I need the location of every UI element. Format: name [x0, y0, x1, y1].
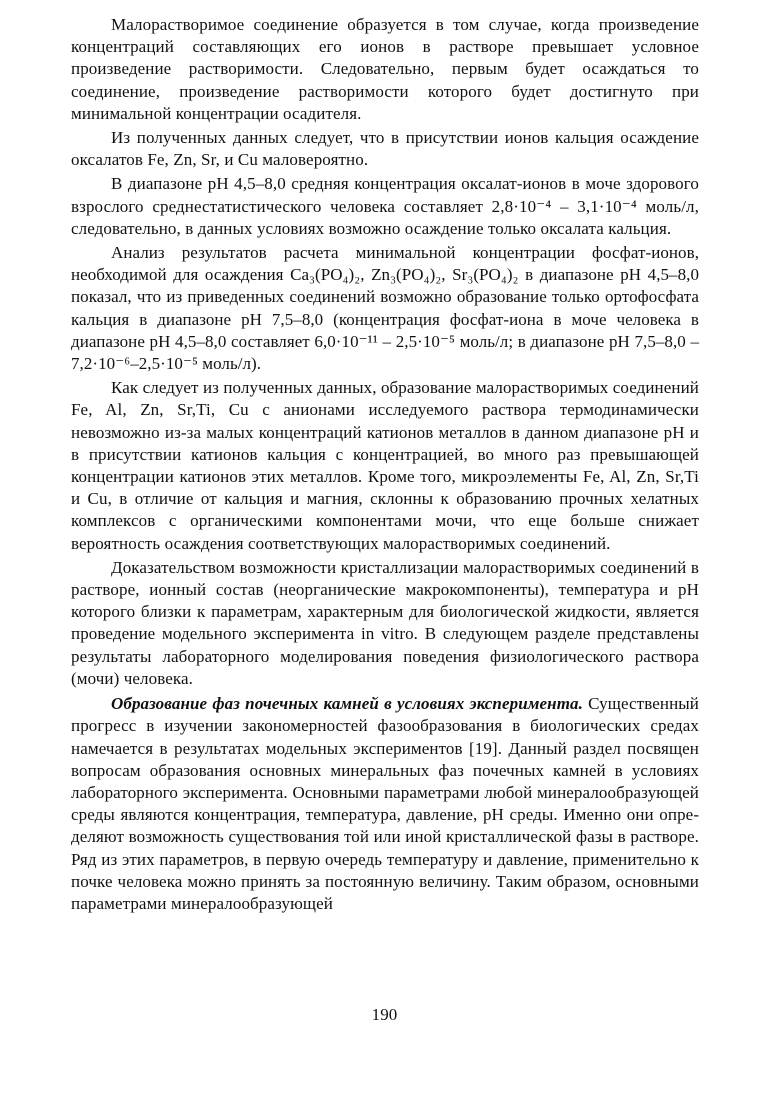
section-text: Существенный прогресс в изучении закономерностей фазообразования в биологических средах намечается в результатах модельных экспериментов [19]. Данный раздел посвящен вопросам образования основных минеральных фаз почечных камней в условиях лабораторного эксперимента. Основными параметрами любой минералообразующей среды являются концентрация, температура, давление, рН среды. Именно они определяют возможность существования той или иной кристаллической фазы в растворе. Ряд из этих параметров, в первую очередь температуру и давление, применительно к почке человека можно принять за постоянную величину. Таким образом, основными параметрами минералообразующей — [71, 694, 699, 913]
paragraph-oxalate-conclusion: Из полученных данных следует, что в присутствии ионов кальция осаждение оксалатов Fe, Zn, Sr, и Cu маловероятно. — [71, 128, 699, 170]
section-paragraph — [71, 693, 699, 915]
body-text — [71, 14, 699, 915]
paragraph-phosphate-analysis: Анализ результатов расчета минимальной концентрации фосфат-ионов, необходимой для осаждения Ca₃(PO₄)₂, Zn₃(PO₄)₂, Sr₃(PO₄)₂ в диапазоне рН 4,5–8,0 показал, что из приведенных соединений возможно образование только ортофосфата кальция в диапазоне рН 7,5–8,0 (концентрация фосфат-иона в моче человека в диапазоне рН 4,5–8,0 составляет 6,0·10⁻¹¹ – 2,5·10⁻⁵ моль/л; в диапазоне рН 7,5–8,0 – 7,2·10⁻⁶–2,5·10⁻⁵ моль/л). — [71, 243, 699, 374]
page-number: 190 — [371, 1005, 398, 1024]
paragraph-in-vitro: Доказательством возможности кристаллизации малорастворимых соединений в растворе, ионный состав (неорганические макрокомпоненты), температура и рН которого близки к параметрам, характерным для биологической жидкости, является проведение модельного эксперимента in vitro. В следующем разделе представлены результаты лабораторного моделирования поведения физиологического раствора (мочи) человека. — [71, 557, 699, 688]
paragraph-solubility-product: Малорастворимое соединение образуется в том случае, когда произведение концентраций составляющих его ионов в растворе превышает условное произведение растворимости. Следовательно, первым будет осаждаться то соединение, произведение растворимости которого будет достигнуто при минимальной концентрации осадителя. — [71, 15, 699, 123]
paragraph-oxalate-concentration: В диапазоне рН 4,5–8,0 средняя концентрация оксалат-ионов в моче здорового взрослого среднестатистического человека составляет 2,8·10⁻⁴ – 3,1·10⁻⁴ моль/л, следовательно, в данных условиях возможно осаждение только оксалата кальция. — [71, 174, 699, 238]
paragraph-trace-elements: Как следует из полученных данных, образование малорастворимых соединений Fe, Al, Zn, Sr,Ti, Cu с анионами исследуемого раствора термодинамически невозможно из-за малых концентраций катионов металлов в данном диапазоне рН и в присутствии катионов кальция с концентрацией, во много раз превышающей концентрации катионов этих металлов. Кроме того, микроэлементы Fe, Al, Zn, Sr,Ti и Cu, в отличие от кальция и магния, склонны к образованию прочных хелатных комплексов с органическими компонентами мочи, что еще больше снижает вероятность осаждения соответствующих малорастворимых соединений. — [71, 378, 699, 553]
section-heading: Образование фаз почечных камней в условиях эксперимента. — [111, 694, 583, 714]
